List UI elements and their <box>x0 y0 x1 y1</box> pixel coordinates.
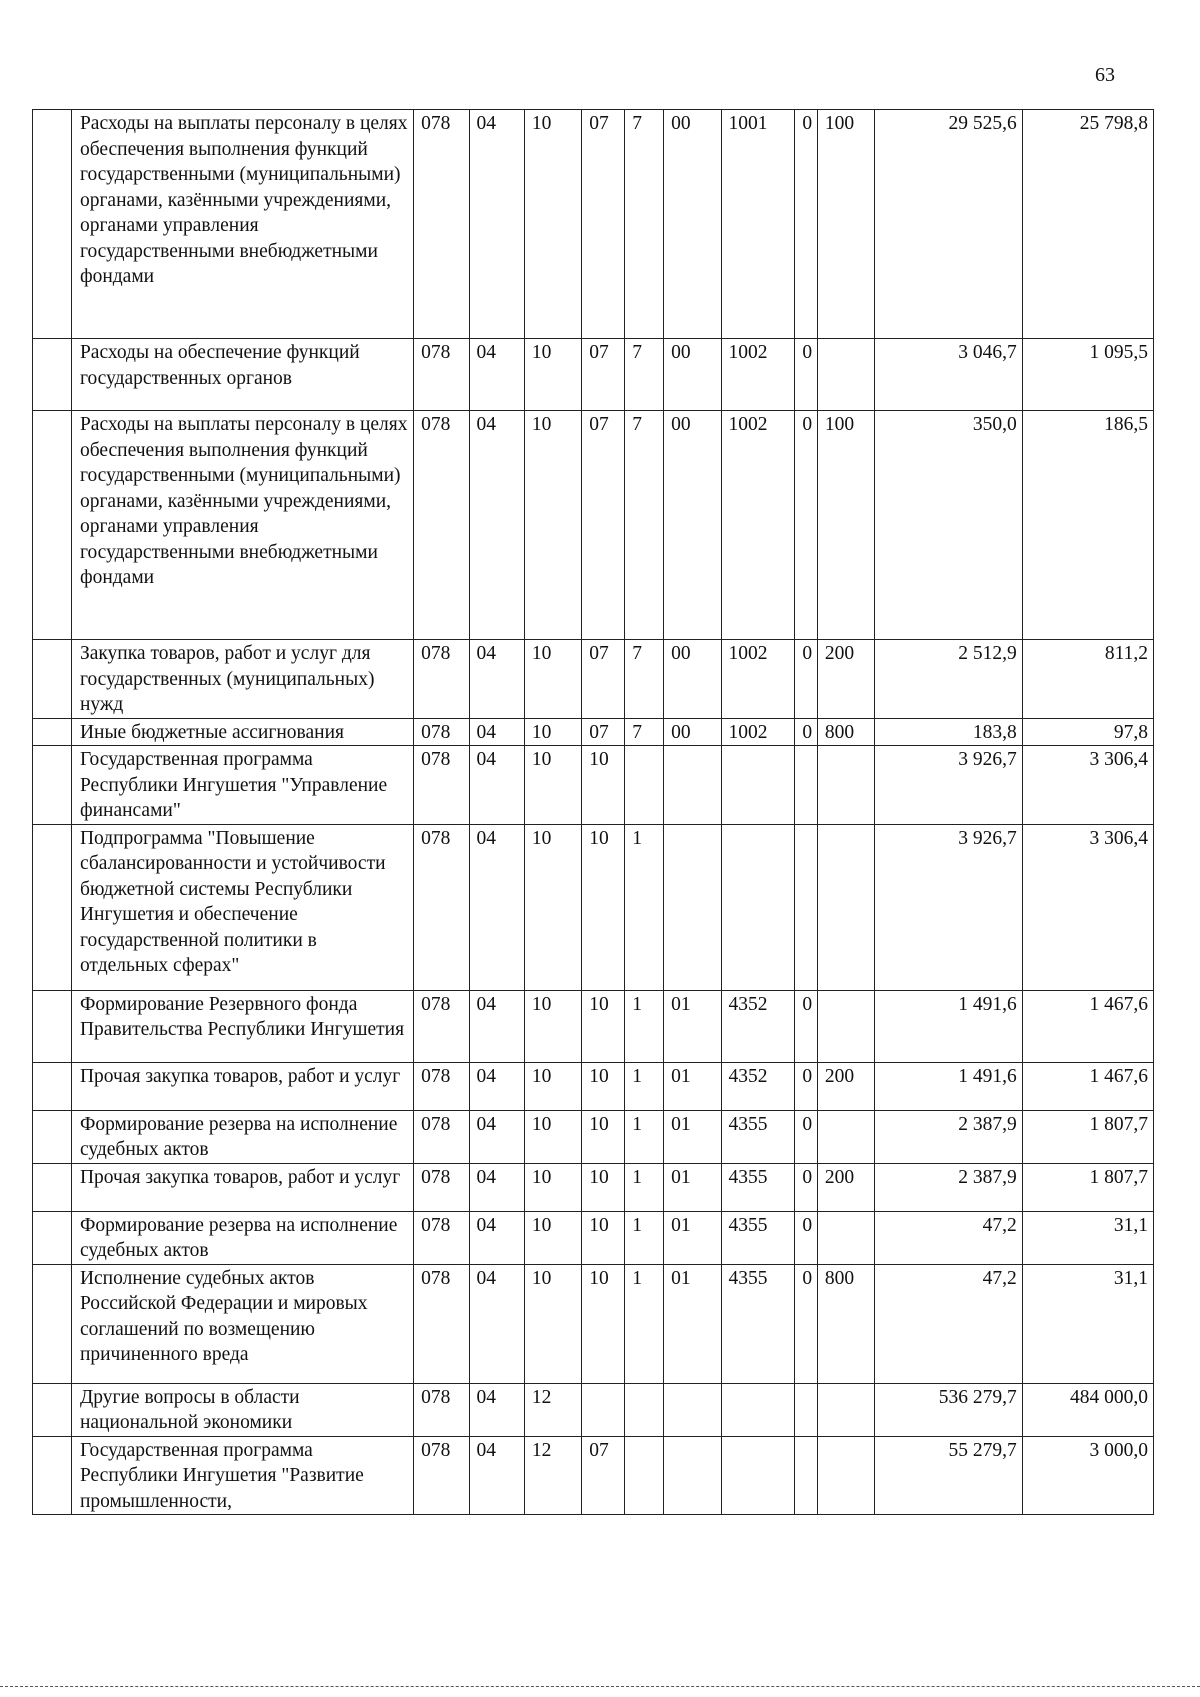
item-name: Прочая закупка товаров, работ и услуг <box>71 1163 413 1211</box>
code-expense-type: 200 <box>817 1062 874 1110</box>
code-sub: 0 <box>795 718 818 746</box>
amount-executed: 484 000,0 <box>1022 1383 1153 1436</box>
code-event: 00 <box>664 640 721 719</box>
amount-planned: 47,2 <box>875 1264 1023 1383</box>
amount-executed: 3 306,4 <box>1022 746 1153 825</box>
code-subprogram: 1 <box>625 1163 664 1211</box>
code-subsection: 12 <box>524 1383 581 1436</box>
table-row <box>33 1110 1154 1163</box>
code-event: 00 <box>664 110 721 339</box>
table-row <box>33 110 1154 339</box>
code-section: 04 <box>469 1383 524 1436</box>
row-index-cell <box>33 1383 72 1436</box>
code-subprogram: 1 <box>625 1211 664 1264</box>
code-direction: 4355 <box>721 1163 795 1211</box>
amount-executed: 25 798,8 <box>1022 110 1153 339</box>
code-sub: 0 <box>795 1264 818 1383</box>
code-section: 04 <box>469 411 524 640</box>
code-sub: 0 <box>795 1110 818 1163</box>
code-program: 10 <box>582 1110 625 1163</box>
code-ministry: 078 <box>414 339 469 411</box>
code-program: 07 <box>582 640 625 719</box>
code-sub: 0 <box>795 990 818 1062</box>
code-subprogram <box>625 1383 664 1436</box>
code-ministry: 078 <box>414 1110 469 1163</box>
table-row <box>33 1264 1154 1383</box>
item-name: Государственная программа Республики Ингушетия "Управление финансами" <box>71 746 413 825</box>
code-direction: 1002 <box>721 339 795 411</box>
budget-table <box>32 109 1154 1515</box>
amount-executed: 186,5 <box>1022 411 1153 640</box>
code-subprogram: 1 <box>625 1264 664 1383</box>
code-sub: 0 <box>795 1163 818 1211</box>
code-expense-type: 200 <box>817 1163 874 1211</box>
code-event: 01 <box>664 990 721 1062</box>
item-name: Расходы на обеспечение функций государственных органов <box>71 339 413 411</box>
code-direction <box>721 1436 795 1515</box>
code-section: 04 <box>469 110 524 339</box>
code-ministry: 078 <box>414 640 469 719</box>
code-expense-type <box>817 339 874 411</box>
item-name: Расходы на выплаты персоналу в целях обеспечения выполнения функций государственными (муниципальными) органами, казёнными учреждениями, органами управления государственными внебюджетными фондами <box>71 411 413 640</box>
code-subsection: 10 <box>524 824 581 990</box>
amount-planned: 536 279,7 <box>875 1383 1023 1436</box>
amount-executed: 1 467,6 <box>1022 1062 1153 1110</box>
code-ministry: 078 <box>414 110 469 339</box>
code-section: 04 <box>469 1062 524 1110</box>
code-subsection: 10 <box>524 1110 581 1163</box>
code-sub: 0 <box>795 339 818 411</box>
code-direction: 4355 <box>721 1211 795 1264</box>
code-section: 04 <box>469 746 524 825</box>
row-index-cell <box>33 1163 72 1211</box>
row-index-cell <box>33 746 72 825</box>
code-direction: 1001 <box>721 110 795 339</box>
code-ministry: 078 <box>414 1163 469 1211</box>
code-program: 07 <box>582 411 625 640</box>
code-sub <box>795 824 818 990</box>
code-ministry: 078 <box>414 411 469 640</box>
item-name: Иные бюджетные ассигнования <box>71 718 413 746</box>
table-row <box>33 1163 1154 1211</box>
code-event: 01 <box>664 1163 721 1211</box>
code-subprogram: 1 <box>625 1062 664 1110</box>
amount-executed: 97,8 <box>1022 718 1153 746</box>
code-subprogram: 1 <box>625 1110 664 1163</box>
code-section: 04 <box>469 1264 524 1383</box>
item-name: Закупка товаров, работ и услуг для государственных (муниципальных) нужд <box>71 640 413 719</box>
code-program: 07 <box>582 718 625 746</box>
code-subsection: 10 <box>524 110 581 339</box>
item-name: Расходы на выплаты персоналу в целях обеспечения выполнения функций государственными (муниципальными) органами, казёнными учреждениями, органами управления государственными внебюджетными фондами <box>71 110 413 339</box>
code-subsection: 10 <box>524 339 581 411</box>
code-subsection: 10 <box>524 1062 581 1110</box>
code-direction <box>721 746 795 825</box>
amount-executed: 31,1 <box>1022 1211 1153 1264</box>
code-subprogram: 7 <box>625 718 664 746</box>
code-ministry: 078 <box>414 1264 469 1383</box>
code-subprogram: 7 <box>625 110 664 339</box>
code-direction <box>721 1383 795 1436</box>
table-row <box>33 1062 1154 1110</box>
code-expense-type: 100 <box>817 411 874 640</box>
code-subprogram: 1 <box>625 990 664 1062</box>
amount-planned: 2 387,9 <box>875 1110 1023 1163</box>
code-subprogram <box>625 1436 664 1515</box>
code-direction: 4355 <box>721 1264 795 1383</box>
table-row <box>33 1211 1154 1264</box>
table-row <box>33 1436 1154 1515</box>
code-sub: 0 <box>795 411 818 640</box>
item-name: Формирование Резервного фонда Правительства Республики Ингушетия <box>71 990 413 1062</box>
code-direction <box>721 824 795 990</box>
item-name: Прочая закупка товаров, работ и услуг <box>71 1062 413 1110</box>
code-subprogram <box>625 746 664 825</box>
code-section: 04 <box>469 339 524 411</box>
table-row <box>33 746 1154 825</box>
amount-planned: 2 512,9 <box>875 640 1023 719</box>
code-event: 01 <box>664 1110 721 1163</box>
code-expense-type <box>817 990 874 1062</box>
amount-planned: 3 926,7 <box>875 746 1023 825</box>
code-program: 10 <box>582 990 625 1062</box>
amount-executed: 3 000,0 <box>1022 1436 1153 1515</box>
code-direction: 1002 <box>721 411 795 640</box>
code-direction: 1002 <box>721 640 795 719</box>
amount-executed: 1 467,6 <box>1022 990 1153 1062</box>
code-section: 04 <box>469 1110 524 1163</box>
code-expense-type: 800 <box>817 1264 874 1383</box>
code-expense-type: 100 <box>817 110 874 339</box>
code-sub: 0 <box>795 1062 818 1110</box>
row-index-cell <box>33 990 72 1062</box>
code-sub: 0 <box>795 1211 818 1264</box>
code-event <box>664 746 721 825</box>
code-ministry: 078 <box>414 824 469 990</box>
table-row <box>33 640 1154 719</box>
row-index-cell <box>33 411 72 640</box>
code-subsection: 10 <box>524 640 581 719</box>
item-name: Формирование резерва на исполнение судебных актов <box>71 1211 413 1264</box>
code-event: 00 <box>664 411 721 640</box>
code-expense-type: 200 <box>817 640 874 719</box>
code-section: 04 <box>469 824 524 990</box>
code-program: 07 <box>582 110 625 339</box>
item-name: Государственная программа Республики Ингушетия "Развитие промышленности, <box>71 1436 413 1515</box>
row-index-cell <box>33 1436 72 1515</box>
code-program: 10 <box>582 1062 625 1110</box>
amount-executed: 1 807,7 <box>1022 1110 1153 1163</box>
code-expense-type <box>817 1110 874 1163</box>
code-sub <box>795 1383 818 1436</box>
code-ministry: 078 <box>414 1383 469 1436</box>
amount-planned: 3 926,7 <box>875 824 1023 990</box>
code-ministry: 078 <box>414 746 469 825</box>
row-index-cell <box>33 1110 72 1163</box>
table-row <box>33 824 1154 990</box>
table-row <box>33 411 1154 640</box>
code-sub <box>795 746 818 825</box>
code-program <box>582 1383 625 1436</box>
amount-planned: 55 279,7 <box>875 1436 1023 1515</box>
code-ministry: 078 <box>414 1062 469 1110</box>
row-index-cell <box>33 824 72 990</box>
code-subsection: 10 <box>524 1211 581 1264</box>
code-sub: 0 <box>795 110 818 339</box>
amount-executed: 1 807,7 <box>1022 1163 1153 1211</box>
amount-executed: 3 306,4 <box>1022 824 1153 990</box>
code-subprogram: 7 <box>625 339 664 411</box>
code-event <box>664 1436 721 1515</box>
code-subsection: 10 <box>524 411 581 640</box>
code-expense-type <box>817 1436 874 1515</box>
code-subprogram: 1 <box>625 824 664 990</box>
code-subsection: 10 <box>524 990 581 1062</box>
amount-planned: 2 387,9 <box>875 1163 1023 1211</box>
item-name: Исполнение судебных актов Российской Федерации и мировых соглашений по возмещению причиненного вреда <box>71 1264 413 1383</box>
code-event: 01 <box>664 1211 721 1264</box>
code-sub: 0 <box>795 640 818 719</box>
amount-executed: 811,2 <box>1022 640 1153 719</box>
code-program: 10 <box>582 1211 625 1264</box>
row-index-cell <box>33 1062 72 1110</box>
row-index-cell <box>33 640 72 719</box>
code-sub <box>795 1436 818 1515</box>
code-expense-type: 800 <box>817 718 874 746</box>
code-event: 01 <box>664 1264 721 1383</box>
row-index-cell <box>33 1211 72 1264</box>
table-row <box>33 339 1154 411</box>
code-direction: 4352 <box>721 1062 795 1110</box>
code-subprogram: 7 <box>625 411 664 640</box>
code-subsection: 10 <box>524 1264 581 1383</box>
table-row <box>33 1383 1154 1436</box>
code-direction: 4352 <box>721 990 795 1062</box>
code-direction: 1002 <box>721 718 795 746</box>
code-ministry: 078 <box>414 1436 469 1515</box>
code-event: 00 <box>664 339 721 411</box>
code-subsection: 10 <box>524 746 581 825</box>
code-direction: 4355 <box>721 1110 795 1163</box>
code-program: 07 <box>582 339 625 411</box>
code-section: 04 <box>469 718 524 746</box>
code-section: 04 <box>469 640 524 719</box>
row-index-cell <box>33 110 72 339</box>
item-name: Формирование резерва на исполнение судебных актов <box>71 1110 413 1163</box>
code-event <box>664 1383 721 1436</box>
table-body <box>33 110 1154 1515</box>
code-section: 04 <box>469 1436 524 1515</box>
code-event <box>664 824 721 990</box>
amount-planned: 183,8 <box>875 718 1023 746</box>
code-event: 00 <box>664 718 721 746</box>
amount-executed: 31,1 <box>1022 1264 1153 1383</box>
item-name: Подпрограмма "Повышение сбалансированности и устойчивости бюджетной системы Республики Ингушетия и обеспечение государственной политики в отдельных сферах" <box>71 824 413 990</box>
table-row <box>33 718 1154 746</box>
table-row <box>33 990 1154 1062</box>
row-index-cell <box>33 1264 72 1383</box>
amount-planned: 29 525,6 <box>875 110 1023 339</box>
code-program: 10 <box>582 824 625 990</box>
code-program: 10 <box>582 1163 625 1211</box>
code-expense-type <box>817 824 874 990</box>
amount-planned: 47,2 <box>875 1211 1023 1264</box>
amount-executed: 1 095,5 <box>1022 339 1153 411</box>
item-name: Другие вопросы в области национальной экономики <box>71 1383 413 1436</box>
code-expense-type <box>817 1211 874 1264</box>
code-subsection: 10 <box>524 718 581 746</box>
page-number: 63 <box>1095 64 1115 86</box>
code-section: 04 <box>469 1211 524 1264</box>
code-expense-type <box>817 1383 874 1436</box>
amount-planned: 1 491,6 <box>875 1062 1023 1110</box>
row-index-cell <box>33 718 72 746</box>
code-program: 07 <box>582 1436 625 1515</box>
code-program: 10 <box>582 1264 625 1383</box>
code-program: 10 <box>582 746 625 825</box>
code-section: 04 <box>469 1163 524 1211</box>
code-ministry: 078 <box>414 990 469 1062</box>
code-subsection: 12 <box>524 1436 581 1515</box>
code-ministry: 078 <box>414 718 469 746</box>
code-subsection: 10 <box>524 1163 581 1211</box>
code-event: 01 <box>664 1062 721 1110</box>
amount-planned: 1 491,6 <box>875 990 1023 1062</box>
code-section: 04 <box>469 990 524 1062</box>
code-subprogram: 7 <box>625 640 664 719</box>
amount-planned: 350,0 <box>875 411 1023 640</box>
amount-planned: 3 046,7 <box>875 339 1023 411</box>
code-expense-type <box>817 746 874 825</box>
page-bottom-rule <box>0 1686 1200 1687</box>
row-index-cell <box>33 339 72 411</box>
code-ministry: 078 <box>414 1211 469 1264</box>
